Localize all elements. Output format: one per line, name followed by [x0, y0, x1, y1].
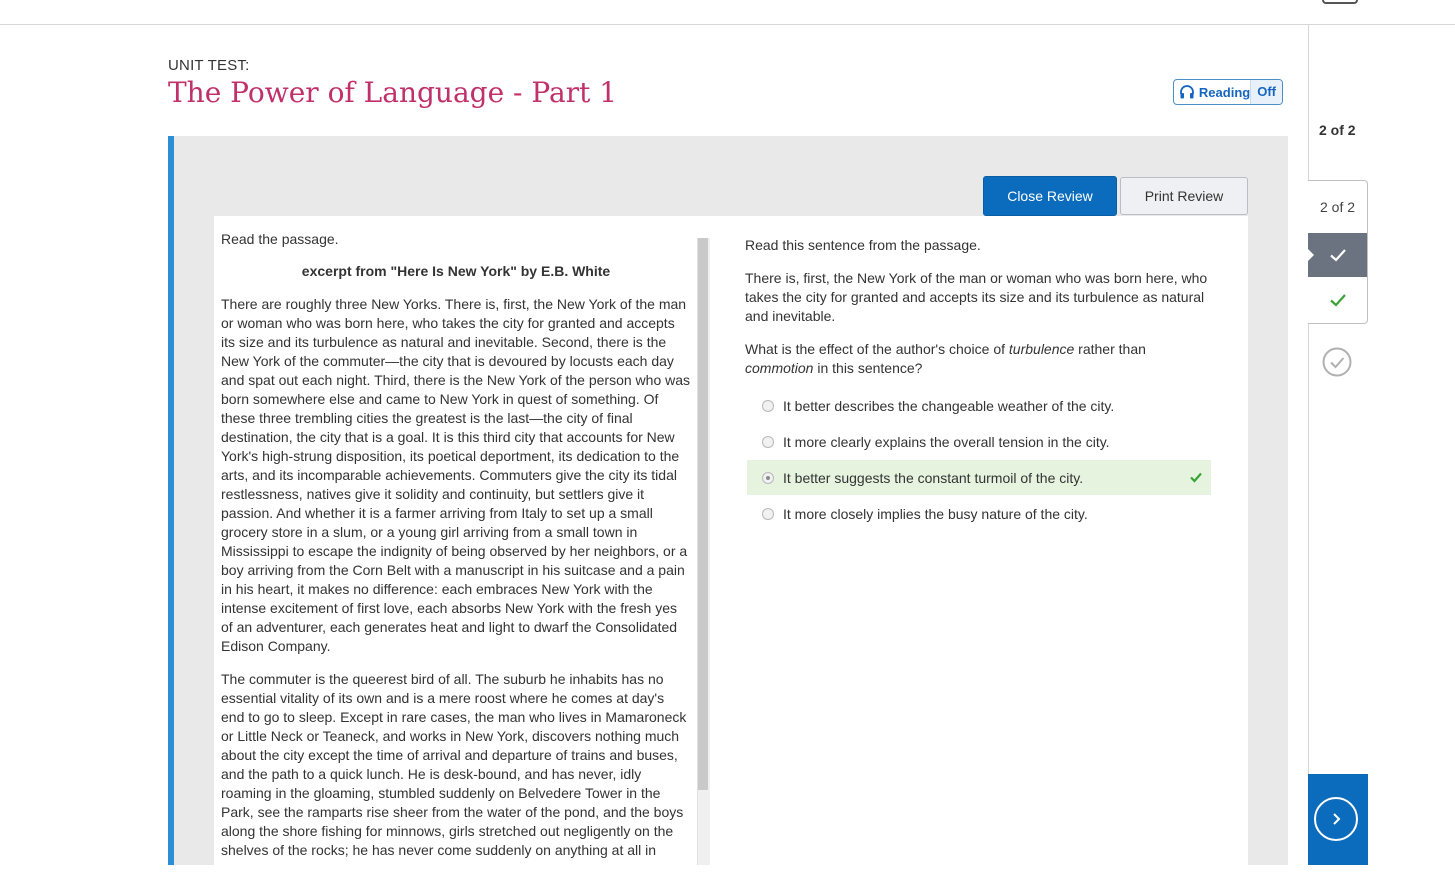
passage-prompt: Read the passage.: [221, 231, 339, 247]
reading-toggle[interactable]: [1173, 79, 1283, 105]
passage-scrollbar-thumb[interactable]: [698, 238, 708, 790]
print-review-button[interactable]: Print Review: [1120, 177, 1248, 215]
question-navigator: [1308, 180, 1368, 324]
sidebar-divider: [1308, 24, 1309, 865]
passage-paragraph: The commuter is the queerest bird of all. The suburb he inhabits has no essential vitality of its own and is a mere roost where he comes at day's end to go to sleep. Except in rare cases, the man who lives in Mamaroneck or Little Neck or Teaneck, and works in New York, discovers nothing much about the city except the time of arrival and departure of trains and buses, and the path to a quick lunch. He is desk-bound, and has never, idly roaming in the gloaming, stumbled suddenly on Belvedere Tower in the Park, see the ramparts rise sheer from the water of the pond, and the boys along the shore fishing for minnows, girls stretched out negligently on the shelves of the rocks; he has never come suddenly on anything at all in: [221, 671, 687, 858]
radio-button-selected[interactable]: [762, 472, 774, 484]
check-circle-icon[interactable]: [1322, 347, 1352, 377]
chevron-right-icon[interactable]: [1314, 797, 1358, 841]
question-pane: [745, 236, 1215, 392]
question-nav-item-1[interactable]: [1308, 233, 1367, 277]
stem-emphasis: turbulence: [1008, 341, 1075, 357]
answer-choice-selected[interactable]: [747, 460, 1211, 495]
answer-choices: [747, 388, 1211, 532]
passage-paragraph: There are roughly three New Yorks. There is, first, the New York of the man or woman who was born here, who takes the city for granted and accepts its size and its turbulence as natural and inevitable. Second, there is the New York of the commuter—the city that is devoured by locusts each day and spat out each night. Third, there is the New York of the person who was born somewhere else and came to New York in quest of something. Of these three trembling cities the greatest is the last—the city of final destination, the city that is a goal. It is this third city that accounts for New York's high-strung disposition, its poetical deportment, its dedication to the arts, and its incomparable achievements. Commuters give the city its tidal restlessness, natives give it solidity and continuity, but settlers give it passion. And whether it is a farmer arriving from Italy to set up a small grocery store in a slum, or a young girl arriving from a small town in Mississippi to escape the indignity of being observed by her neighbors, or a boy arriving from the Corn Belt with a manuscript in his suitcase and a pain in his heart, it makes no difference: each embraces New York with the intense excitement of first love, each absorbs New York with the fresh yes of an adventurer, each generates heat and light to dwarf the Consolidated Edison Company.: [221, 296, 691, 654]
reading-toggle-label: Reading: [1198, 84, 1251, 100]
question-nav-item-2[interactable]: [1308, 277, 1367, 323]
excerpt-title: excerpt from "Here Is New York" by E.B. White: [301, 263, 611, 279]
stem-text: in this sentence?: [813, 360, 923, 376]
checkmark-icon: [1328, 292, 1348, 308]
radio-button[interactable]: [762, 400, 774, 412]
top-bar: [0, 0, 1455, 25]
answer-choice[interactable]: [747, 388, 1211, 423]
answer-choice-label: It better describes the changeable weather of the city.: [783, 397, 1115, 414]
stem-text: rather than: [1074, 341, 1146, 357]
answer-choice-label: It more closely implies the busy nature of the city.: [783, 505, 1088, 522]
answer-choice[interactable]: [747, 496, 1211, 531]
headphones-icon: [1177, 79, 1197, 105]
stem-emphasis: commotion: [745, 360, 814, 376]
page-title: The Power of Language - Part 1: [168, 76, 618, 109]
unit-label: UNIT TEST:: [168, 57, 250, 74]
device-icon: [1322, 0, 1358, 4]
question-intro: Read this sentence from the passage.: [745, 237, 981, 253]
radio-button[interactable]: [762, 508, 774, 520]
answer-choice[interactable]: [747, 424, 1211, 459]
answer-choice-label: It more clearly explains the overall tension in the city.: [783, 433, 1110, 450]
checkmark-icon: [1189, 470, 1203, 487]
passage-pane: [221, 230, 691, 874]
answer-choice-label: It better suggests the constant turmoil of the city.: [783, 469, 1084, 486]
close-review-button[interactable]: Close Review: [983, 176, 1117, 216]
progress-count: 2 of 2: [1319, 122, 1356, 138]
checkmark-icon: [1328, 247, 1348, 263]
radio-button[interactable]: [762, 436, 774, 448]
reading-toggle-state: Off: [1250, 80, 1282, 104]
stem-text: What is the effect of the author's choice of: [745, 341, 1009, 357]
question-sentence: There is, first, the New York of the man or woman who was born here, who takes the city for granted and accepts its size and its turbulence as natural and inevitable.: [745, 270, 1208, 324]
question-nav-count: 2 of 2: [1319, 199, 1356, 215]
question-stem: [745, 340, 1215, 378]
